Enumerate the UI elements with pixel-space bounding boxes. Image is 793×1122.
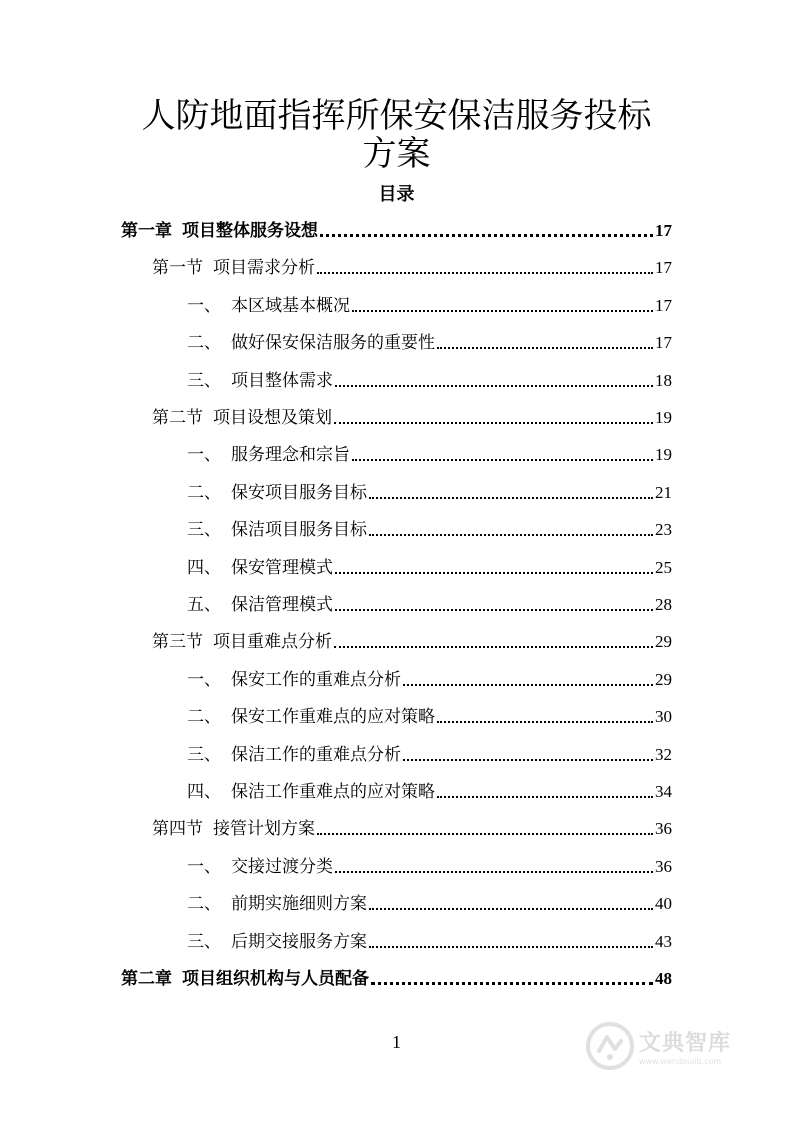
toc-entry-page: 17 [655, 333, 672, 352]
toc-entry-page: 48 [655, 969, 672, 988]
wendian-logo-icon [585, 1021, 635, 1071]
toc-leader-dots [403, 759, 653, 761]
toc-entry-title: 保安管理模式 [231, 558, 333, 578]
toc-entry-number: 第二节 [152, 408, 203, 428]
toc-entry-page: 19 [655, 408, 672, 427]
toc-entry-title: 保安工作的重难点分析 [231, 670, 401, 690]
toc-leader-dots [317, 833, 653, 835]
toc-entry-page: 18 [655, 371, 672, 390]
toc-entry-title: 后期交接服务方案 [231, 932, 367, 952]
toc-leader-dots [352, 459, 653, 461]
toc-leader-dots [335, 871, 653, 873]
toc-entry[interactable] [187, 929, 672, 953]
toc-entry[interactable] [152, 405, 672, 429]
toc-entry-title: 保洁工作的重难点分析 [231, 745, 401, 765]
toc-entry-page: 23 [655, 520, 672, 539]
document-title-line-1: 人防地面指挥所保安保洁服务投标 [141, 96, 652, 136]
toc-entry[interactable] [152, 629, 672, 653]
toc-leader-dots [334, 422, 653, 424]
toc-entry-title: 交接过渡分类 [231, 857, 333, 877]
toc-entry[interactable] [187, 592, 672, 616]
toc-entry[interactable] [187, 854, 672, 878]
toc-entry-number: 二、 [187, 333, 221, 353]
toc-leader-dots [369, 946, 653, 948]
toc-entry[interactable] [152, 255, 672, 279]
toc-entry-title: 前期实施细则方案 [231, 894, 367, 914]
toc-entry-page: 30 [655, 707, 672, 726]
toc-entry-page: 21 [655, 483, 672, 502]
toc-leader-dots [371, 982, 653, 985]
toc-entry-page: 17 [655, 221, 672, 240]
toc-entry-title: 项目组织机构与人员配备 [182, 969, 369, 989]
toc-entry-page: 36 [655, 857, 672, 876]
toc-entry[interactable] [187, 891, 672, 915]
toc-leader-dots [352, 310, 653, 312]
toc-entry[interactable] [121, 218, 672, 242]
toc-entry[interactable] [187, 517, 672, 541]
toc-entry-title: 保安工作重难点的应对策略 [231, 707, 435, 727]
toc-entry-page: 28 [655, 595, 672, 614]
toc-entry[interactable] [187, 742, 672, 766]
toc-entry-title: 保洁项目服务目标 [231, 520, 367, 540]
toc-entry-page: 17 [655, 258, 672, 277]
toc-entry[interactable] [187, 704, 672, 728]
toc-entry[interactable] [187, 667, 672, 691]
toc-entry-title: 做好保安保洁服务的重要性 [231, 333, 435, 353]
toc-entry-number: 第一章 [121, 221, 172, 241]
toc-entry-page: 36 [655, 819, 672, 838]
toc-entry-number: 三、 [187, 520, 221, 540]
toc-entry-number: 一、 [187, 296, 221, 316]
toc-leader-dots [369, 908, 653, 910]
toc-entry[interactable] [152, 816, 672, 840]
toc-entry-page: 34 [655, 782, 672, 801]
toc-entry-number: 三、 [187, 745, 221, 765]
toc-entry-number: 第一节 [152, 258, 203, 278]
toc-entry-number: 一、 [187, 445, 221, 465]
toc-entry-title: 保洁工作重难点的应对策略 [231, 782, 435, 802]
toc-entry-number: 第三节 [152, 632, 203, 652]
toc-entry-number: 第二章 [121, 969, 172, 989]
toc-entry-number: 第四节 [152, 819, 203, 839]
toc-leader-dots [317, 272, 653, 274]
toc-entry-page: 29 [655, 632, 672, 651]
toc-entry-number: 二、 [187, 483, 221, 503]
toc-entry-title: 服务理念和宗旨 [231, 445, 350, 465]
toc-entry-number: 五、 [187, 595, 221, 615]
toc-entry-page: 32 [655, 745, 672, 764]
toc-entry[interactable] [187, 480, 672, 504]
toc-entry[interactable] [187, 368, 672, 392]
toc-entry-title: 项目整体服务设想 [182, 221, 318, 241]
document-title-line-2: 方案 [362, 134, 431, 174]
toc-leader-dots [403, 684, 653, 686]
toc-entry-title: 项目需求分析 [213, 258, 315, 278]
toc-entry-page: 43 [655, 932, 672, 951]
toc-entry-title: 本区域基本概况 [231, 296, 350, 316]
toc-leader-dots [334, 646, 653, 648]
toc-entry-title: 项目设想及策划 [213, 408, 332, 428]
toc-entry-page: 29 [655, 670, 672, 689]
toc-leader-dots [335, 572, 653, 574]
toc-leader-dots [335, 385, 653, 387]
toc-entry-title: 保安项目服务目标 [231, 483, 367, 503]
toc-entry-number: 二、 [187, 707, 221, 727]
toc-entry-number: 一、 [187, 857, 221, 877]
page-number: 1 [392, 1032, 401, 1052]
toc-entry[interactable] [187, 293, 672, 317]
toc-entry-page: 19 [655, 445, 672, 464]
toc-entry-page: 17 [655, 296, 672, 315]
toc-entry-number: 四、 [187, 558, 221, 578]
toc-entry[interactable] [187, 779, 672, 803]
toc-leader-dots [335, 609, 653, 611]
toc-leader-dots [437, 796, 653, 798]
toc-entry-title: 保洁管理模式 [231, 595, 333, 615]
toc-entry-number: 一、 [187, 670, 221, 690]
toc-leader-dots [369, 534, 653, 536]
toc-leader-dots [369, 497, 653, 499]
toc-entry-number: 三、 [187, 371, 221, 391]
toc-leader-dots [320, 234, 653, 237]
toc-entry-title: 项目重难点分析 [213, 632, 332, 652]
toc-entry[interactable] [187, 442, 672, 466]
toc-entry-page: 25 [655, 558, 672, 577]
toc-entry-title: 接管计划方案 [213, 819, 315, 839]
toc-entry-number: 三、 [187, 932, 221, 952]
watermark-name: 文典智库 [639, 1031, 732, 1056]
toc-entry-number: 二、 [187, 894, 221, 914]
toc-entry[interactable] [187, 555, 672, 579]
toc-heading: 目录 [378, 184, 415, 205]
toc-entry-number: 四、 [187, 782, 221, 802]
watermark [585, 1018, 755, 1074]
toc-entry[interactable] [121, 966, 672, 990]
toc-entry-page: 40 [655, 894, 672, 913]
toc-leader-dots [437, 721, 653, 723]
watermark-url: www.wendoulib.com [639, 1057, 722, 1066]
toc-entry[interactable] [187, 330, 672, 354]
toc-leader-dots [437, 347, 653, 349]
toc-entry-title: 项目整体需求 [231, 371, 333, 391]
